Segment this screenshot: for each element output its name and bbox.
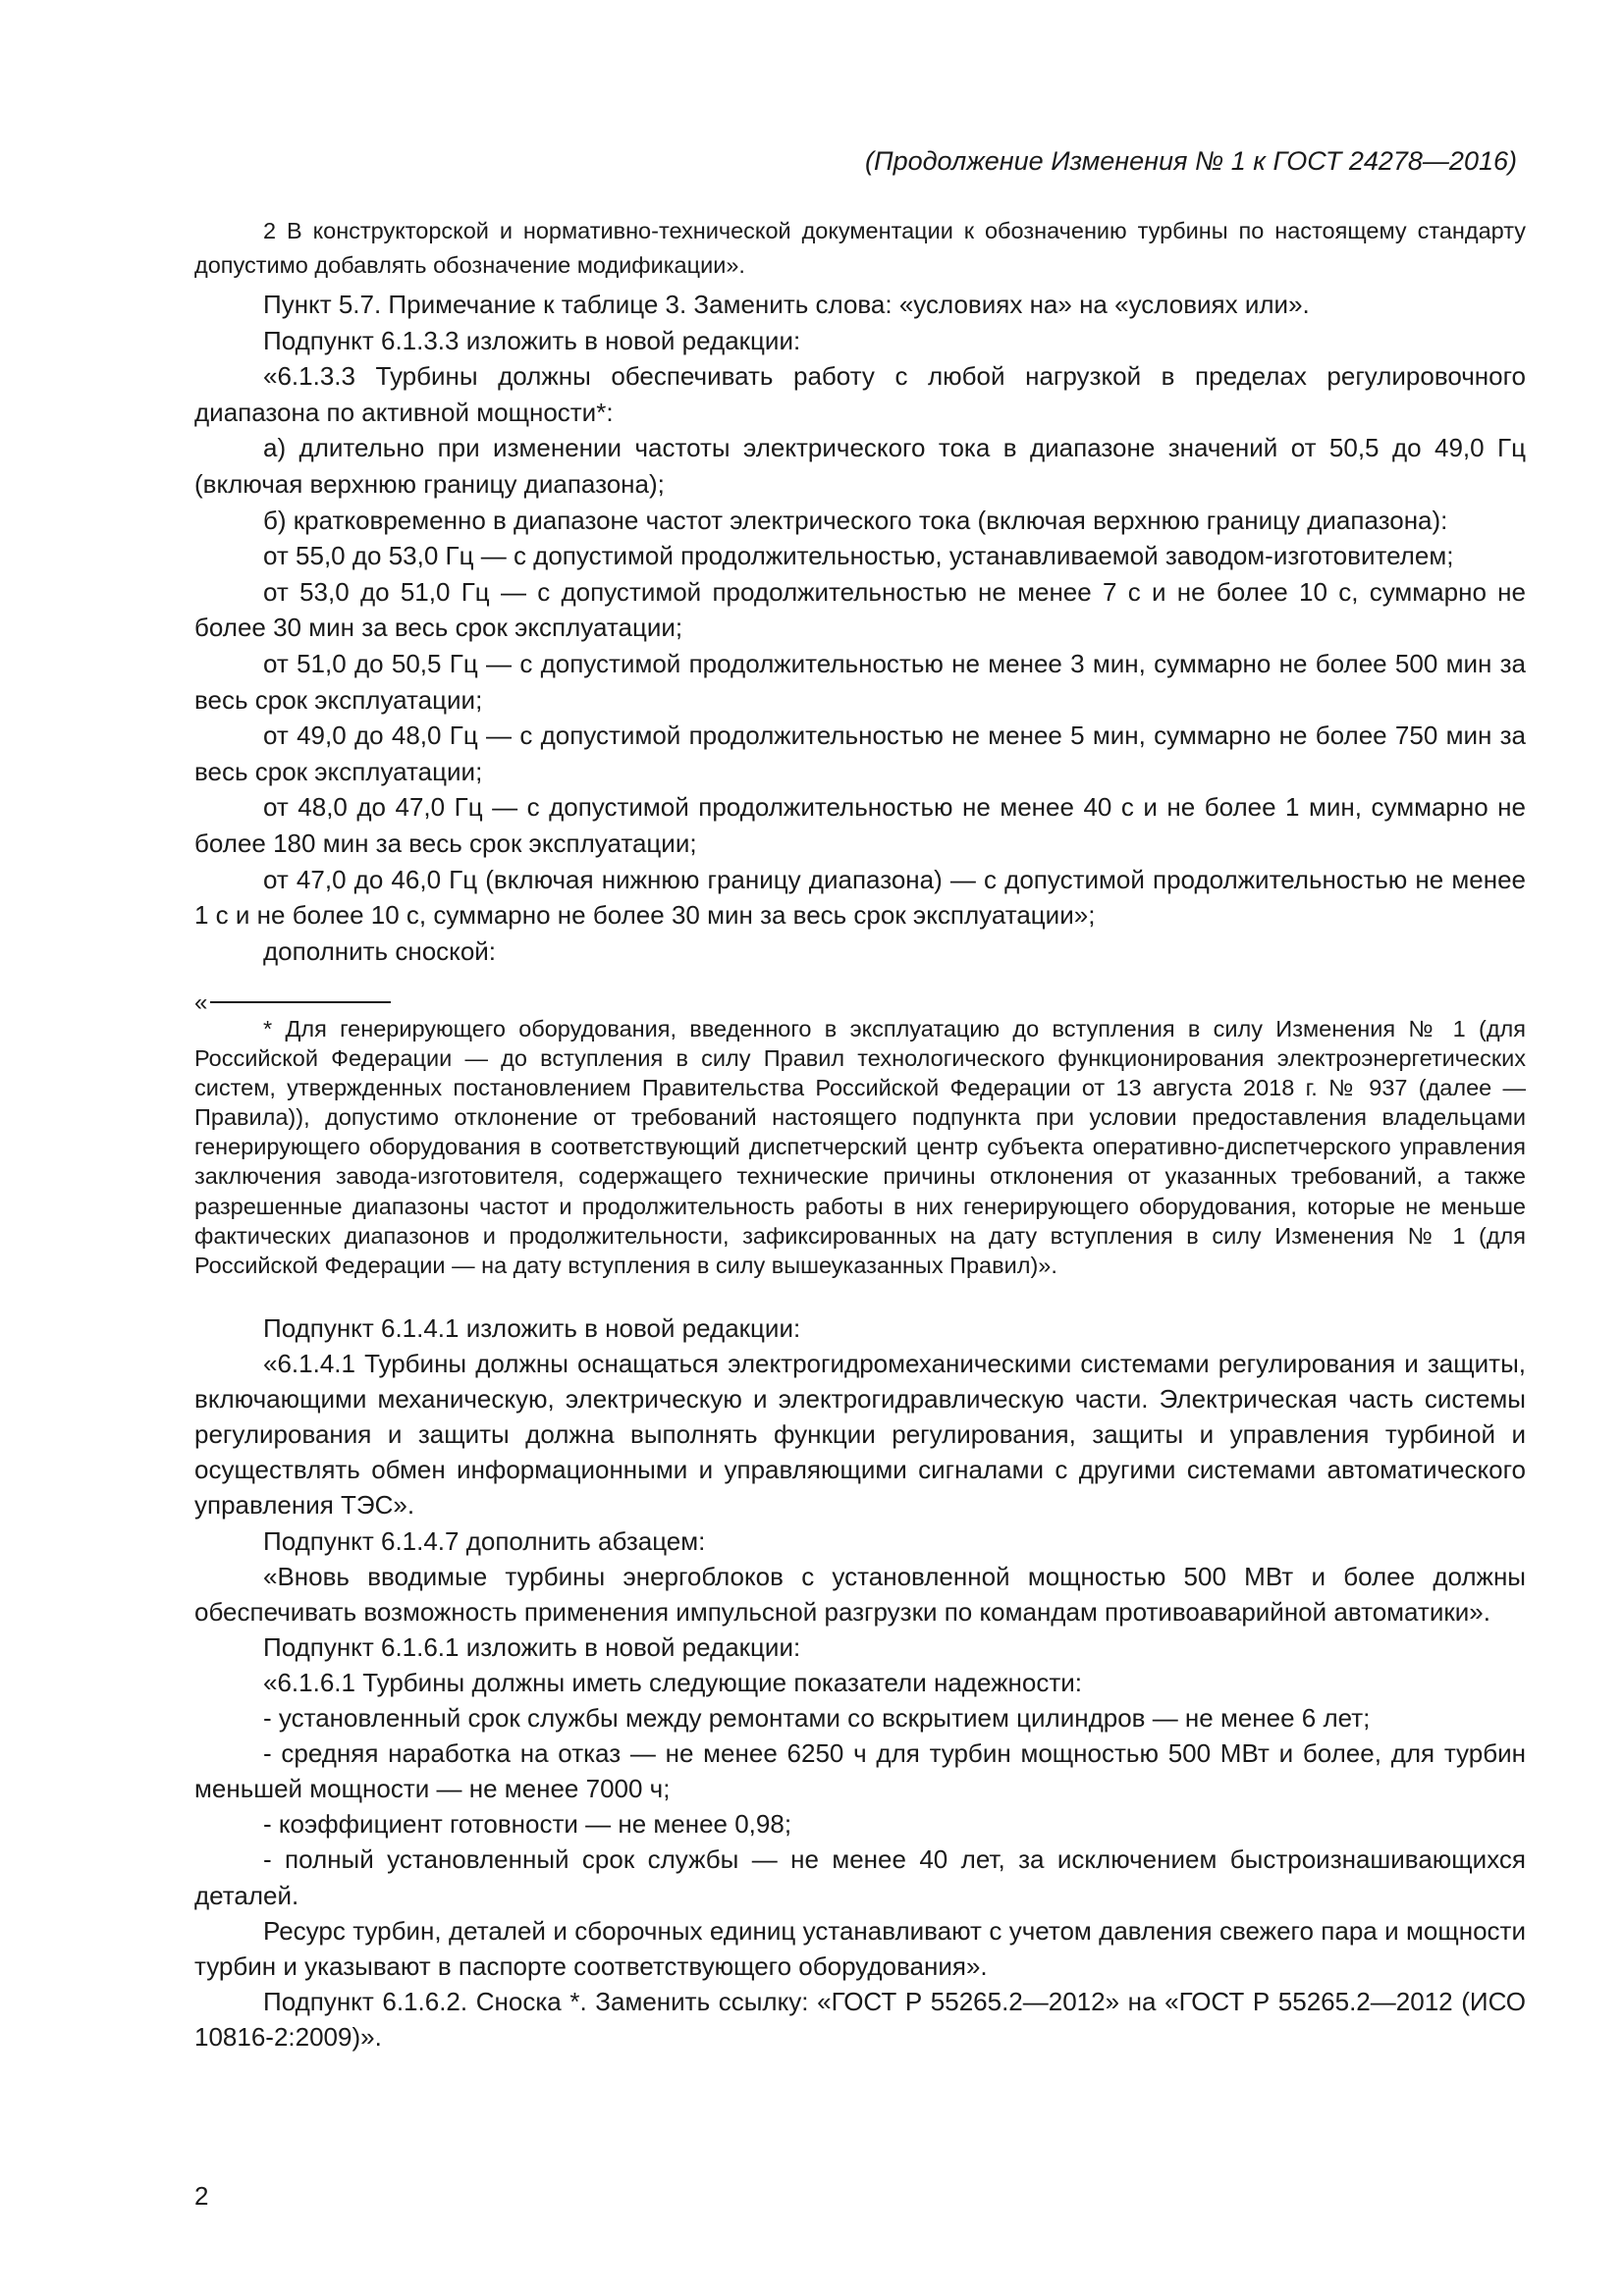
footnote	[194, 1014, 1526, 1280]
paragraph: - установленный срок службы между ремонтами со вскрытием цилиндров — не менее 6 лет;	[263, 1703, 1371, 1734]
footnote-open-quote: «	[194, 989, 208, 1016]
footnote-text: * Для генерирующего оборудования, введенного в эксплуатацию до вступления в силу Изменения № 1 (для Российской Федерации — до вступления в силу Правил технологического функционирования электроэнергетических систем, утвержденных постановлением Правительства Российской Федерации от 13 августа 2018 г. № 937 (далее — Правила)), допустимо отклонение от требований настоящего подпункта при условии предоставления владельцами генерирующего оборудования в соответствующий диспетчерский центр субъекта оперативно-диспетчерского управления заключения завода-изготовителя, содержащего технические причины отклонения от указанных требований, а также разрешенные диапазоны частот и продолжительность работы в них генерирующего оборудования, которые не меньше фактических диапазонов и продолжительности, зафиксированных на дату вступления в силу Изменения № 1 (для Российской Федерации — на дату вступления в силу вышеуказанных Правил)».	[194, 1016, 1526, 1278]
paragraph: б) кратковременно в диапазоне частот электрического тока (включая верхнюю границу диапазона):	[263, 505, 1448, 535]
paragraph: дополнить сноской:	[263, 935, 497, 966]
paragraph: Ресурс турбин, деталей и сборочных единиц устанавливают с учетом давления свежего пара и мощности турбин и указывают в паспорте соответствующего оборудования».	[194, 1915, 1526, 1981]
paragraph: Подпункт 6.1.3.3 изложить в новой редакции:	[263, 325, 801, 355]
paragraph: Пункт 5.7. Примечание к таблице 3. Заменить слова: «условиях на» на «условиях или».	[263, 290, 1310, 319]
paragraph: от 48,0 до 47,0 Гц — с допустимой продолжительностью не менее 40 с и не более 1 мин, суммарно не более 180 мин за весь срок эксплуатации;	[194, 792, 1526, 858]
paragraph: от 51,0 до 50,5 Гц — с допустимой продолжительностью не менее 3 мин, суммарно не более 500 мин за весь срок эксплуатации;	[194, 648, 1526, 715]
note-paragraph: 2 В конструкторской и нормативно-технической документации к обозначению турбины по настоящему стандарту допустимо добавлять обозначение модификации».	[194, 218, 1526, 278]
amendment-text-top	[194, 287, 1526, 969]
page-number: 2	[194, 2181, 209, 2211]
paragraph: Подпункт 6.1.6.2. Сноска *. Заменить ссылку: «ГОСТ Р 55265.2—2012» на «ГОСТ Р 55265.2—2012 (ИСО 10816-2:2009)».	[194, 1986, 1526, 2052]
paragraph: «6.1.6.1 Турбины должны иметь следующие показатели надежности:	[263, 1667, 1082, 1697]
paragraph: Подпункт 6.1.6.1 изложить в новой редакции:	[263, 1631, 801, 1662]
paragraph: «6.1.3.3 Турбины должны обеспечивать работу с любой нагрузкой в пределах регулировочного диапазона по активной мощности*:	[194, 361, 1526, 427]
paragraph: от 49,0 до 48,0 Гц — с допустимой продолжительностью не менее 5 мин, суммарно не более 750 мин за весь срок эксплуатации;	[194, 721, 1526, 786]
paragraph: от 55,0 до 53,0 Гц — с допустимой продолжительностью, устанавливаемой заводом-изготовителем;	[263, 541, 1454, 571]
paragraph: - средняя наработка на отказ — не менее 6250 ч для турбин мощностью 500 МВт и более, для турбин меньшей мощности — не менее 7000 ч;	[194, 1738, 1526, 1804]
amendment-text-bottom	[194, 1310, 1526, 2055]
paragraph: «6.1.4.1 Турбины должны оснащаться электрогидромеханическими системами регулирования и защиты, включающими механическую, электрическую и электрогидравлическую части. Электрическая часть системы регулирования и защиты должна выполнять функции регулирования, защиты и управления турбиной и осуществлять обмен информационными и управляющими сигналами с другими системами автоматического управления ТЭС».	[194, 1349, 1526, 1521]
paragraph: а) длительно при изменении частоты электрического тока в диапазоне значений от 50,5 до 49,0 Гц (включая верхнюю границу диапазона);	[194, 433, 1526, 499]
table-note-2	[194, 214, 1526, 283]
paragraph: - полный установленный срок службы — не менее 40 лет, за исключением быстроизнашивающихся деталей.	[194, 1844, 1526, 1910]
paragraph: от 53,0 до 51,0 Гц — с допустимой продолжительностью не менее 7 с и не более 10 с, суммарно не более 30 мин за весь срок эксплуатации;	[194, 576, 1526, 643]
paragraph: «Вновь вводимые турбины энергоблоков с установленной мощностью 500 МВт и более должны обеспечивать возможность применения импульсной разгрузки по командам противоаварийной автоматики».	[194, 1561, 1526, 1627]
paragraph: Подпункт 6.1.4.7 дополнить абзацем:	[263, 1525, 706, 1556]
paragraph: - коэффициент готовности — не менее 0,98;	[263, 1809, 792, 1840]
footnote-separator-line	[210, 1001, 391, 1003]
paragraph: Подпункт 6.1.4.1 изложить в новой редакции:	[263, 1313, 801, 1343]
continuation-header: (Продолжение Изменения № 1 к ГОСТ 24278—2016)	[865, 146, 1517, 176]
paragraph: от 47,0 до 46,0 Гц (включая нижнюю границу диапазона) — с допустимой продолжительностью не менее 1 с и не более 10 с, суммарно не более 30 мин за весь срок эксплуатации»;	[194, 864, 1526, 931]
